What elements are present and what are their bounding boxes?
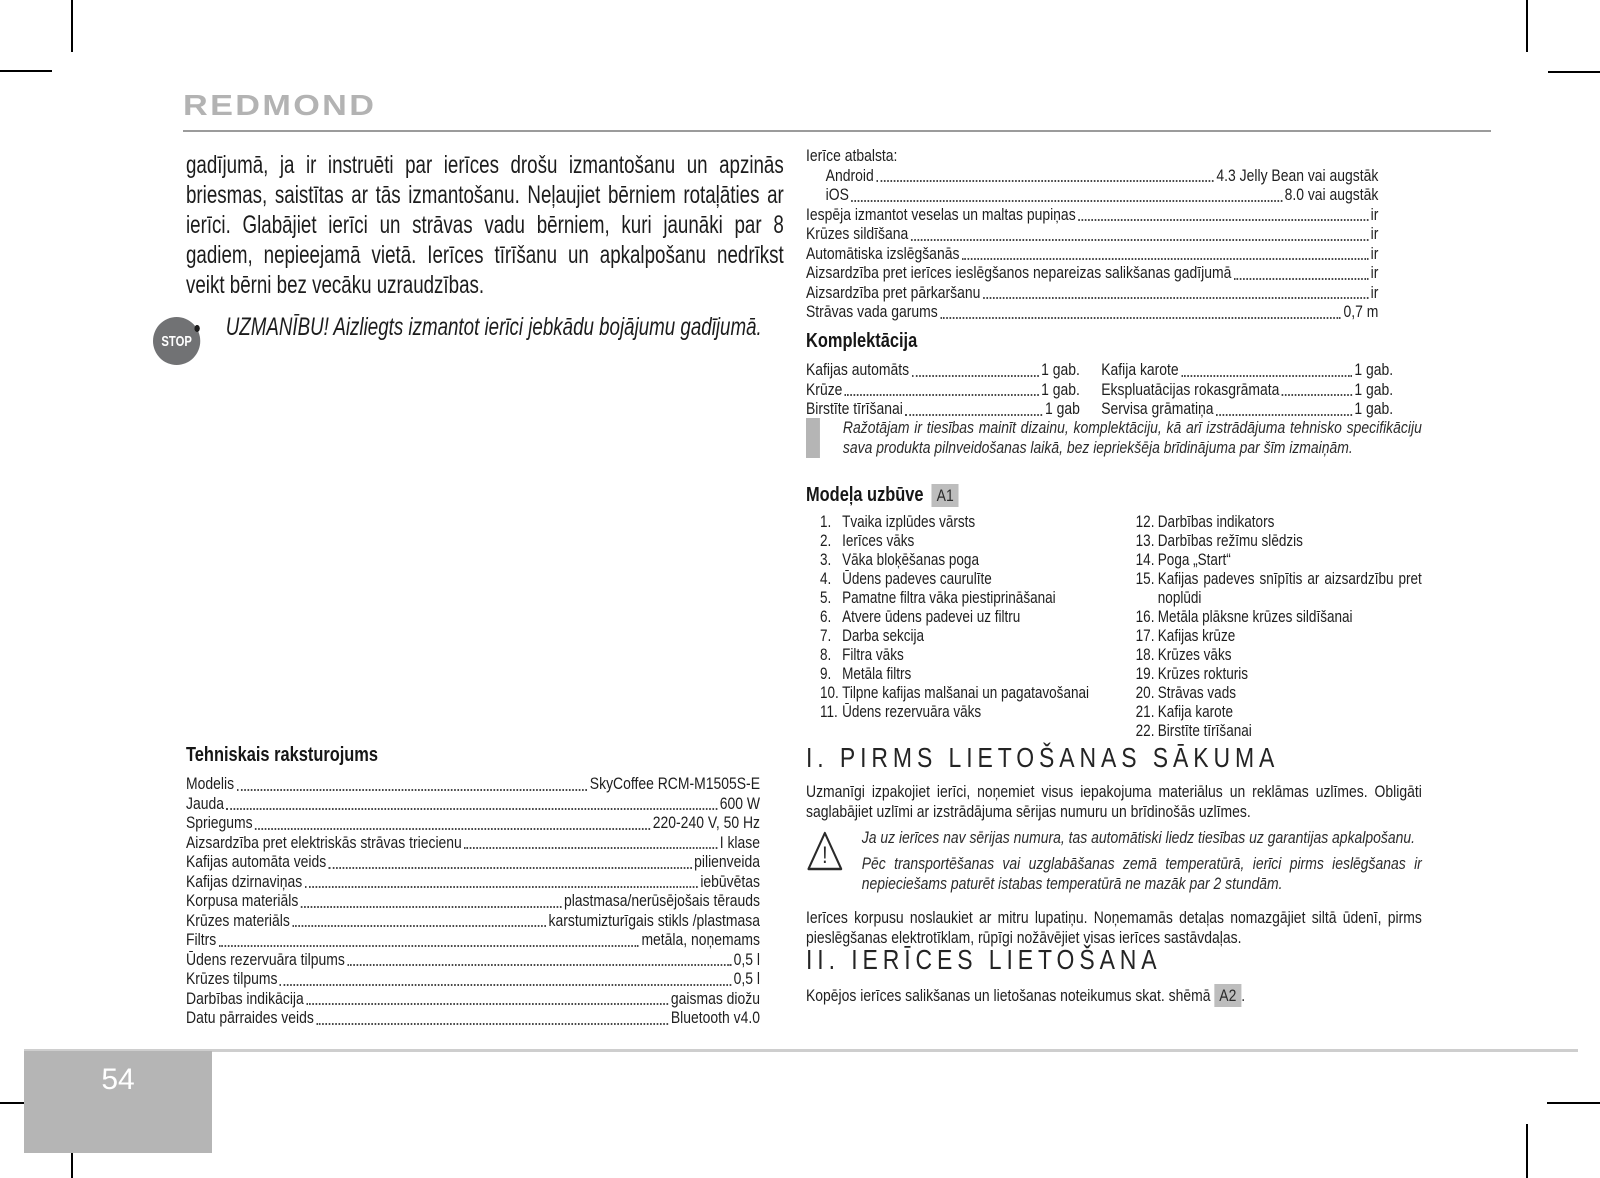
spec-value: Bluetooth v4.0 [670, 1008, 760, 1027]
model-part-number: 18. [1135, 646, 1155, 664]
model-part-item [1122, 551, 1422, 570]
package-row [806, 380, 1080, 400]
dot-leader [237, 789, 588, 791]
model-part-item [806, 627, 1122, 646]
tech-specs-title: Tehniskais raksturojums [186, 744, 379, 766]
spec-label: Filtrs [186, 930, 217, 949]
model-part-text: Tilpne kafijas malšanai un pagatavošanai [842, 684, 1090, 702]
warning-text [862, 828, 1422, 900]
dot-leader [219, 945, 639, 947]
dot-leader [912, 375, 1039, 377]
model-part-text: Filtra vāks [842, 646, 904, 664]
dot-leader [464, 847, 717, 849]
spec-label: Kafijas automāta veids [186, 852, 327, 871]
spec-value: iebūvētas [700, 871, 760, 891]
dot-leader [1078, 219, 1368, 221]
spec-row [186, 911, 760, 931]
model-parts-column-1 [806, 513, 1122, 741]
page-number: 54 [101, 1063, 135, 1096]
dot-leader [1181, 375, 1352, 377]
support-row [806, 166, 1378, 186]
model-part-item [806, 589, 1122, 608]
feature-label: Automātiska izslēgšanās [806, 243, 960, 263]
spec-row [186, 794, 760, 814]
dot-leader [845, 394, 1039, 396]
model-part-text: Metāla filtrs [842, 665, 912, 683]
manufacturer-note-text: Ražotājam ir tiesības mainīt dizainu, komplektāciju, kā arī izstrādājuma tehnisko specifikāciju sava produkta pilnveidošanas laikā, bez iepriekšēja brīdinājuma par šīm izmaiņām. [842, 418, 1422, 457]
dot-leader [851, 200, 1282, 202]
section2-title: II. IERĪCES LIETOŠANA [806, 944, 1162, 975]
package-column-2 [1101, 360, 1393, 419]
stop-icon-label: STOP [161, 332, 192, 350]
model-part-text: Kafijas krūze [1157, 627, 1236, 645]
model-part-item [806, 551, 1122, 570]
package-row [806, 360, 1080, 380]
spec-label: Modelis [186, 774, 235, 793]
support-label: Android [825, 165, 874, 185]
spec-value: 600 W [719, 793, 760, 813]
dot-leader [1282, 394, 1352, 396]
dot-leader [316, 1023, 668, 1025]
spec-label: Kafijas dzirnaviņas [186, 871, 303, 891]
feature-value: ir [1370, 263, 1379, 282]
model-part-text: Ierīces vāks [842, 532, 915, 550]
spec-label: Krūzes materiāls [186, 910, 290, 930]
package-column-1 [806, 360, 1080, 419]
model-part-number: 21. [1135, 703, 1155, 721]
spec-value: gaismas diožu [670, 988, 760, 1008]
model-part-item [806, 665, 1122, 684]
spec-value: 0,5 l [733, 949, 760, 969]
package-item: Kafija karote [1101, 360, 1179, 379]
package-qty: 1 gab. [1041, 379, 1080, 399]
section1-paragraph-2: Ierīces korpusu noslaukiet ar mitru lupatiņu. Noņemamās detaļas nomazgājiet siltā ūdenī, pirms pieslēgšanas elektrotīklam, rūpīgi nožāvējiet visas ierīces sastāvdaļas. [806, 908, 1422, 947]
dot-leader [255, 828, 650, 830]
spec-label: Darbības indikācija [186, 988, 304, 1008]
feature-row [806, 283, 1378, 303]
spec-label: Aizsardzība pret elektriskās strāvas triecienu [186, 832, 462, 852]
manufacturer-note [806, 418, 1422, 458]
feature-value: ir [1370, 243, 1379, 263]
spec-label: Jauda [186, 793, 224, 813]
model-part-item [1122, 513, 1422, 532]
model-part-number: 20. [1135, 684, 1155, 702]
feature-value: 0,7 m [1343, 302, 1379, 321]
feature-row [806, 244, 1378, 264]
model-part-item [806, 703, 1122, 722]
package-row [1101, 360, 1393, 380]
model-part-text: Pamatne filtra vāka piestiprināšanai [842, 589, 1056, 607]
model-part-number: 19. [1135, 665, 1155, 683]
model-part-number: 22. [1135, 722, 1155, 740]
safety-paragraph: gadījumā, ja ir instruēti par ierīces drošu izmantošanu un apzinās briesmas, saistītas ar tās izmantošanu. Neļaujiet bērniem rotaļāties ar ierīci. Glabājiet ierīci un strāvas vadu bērniem, kuri jaunāki par 8 gadiem, nepieejamā vietā. Ierīces tīrīšanu un apkalpošanu nedrīkst veikt bērni bez vecāku uzraudzības. [186, 151, 784, 299]
feature-row [806, 205, 1378, 225]
spec-value: 0,5 l [733, 969, 760, 988]
model-part-number: 6. [819, 608, 832, 626]
model-part-item [1122, 722, 1422, 741]
model-part-number: 15. [1135, 570, 1155, 588]
model-part-text: Ūdens rezervuāra vāks [842, 703, 982, 721]
spec-row [186, 813, 760, 833]
dot-leader [940, 317, 1341, 319]
spec-value: plastmasa/nerūsējošais tērauds [563, 891, 760, 910]
model-part-text: Atvere ūdens padevei uz filtru [842, 608, 1021, 626]
package-title: Komplektācija [806, 330, 918, 352]
model-part-item [1122, 665, 1422, 684]
model-part-item [1122, 627, 1422, 646]
model-part-number: 17. [1135, 627, 1155, 645]
note-bar [806, 418, 820, 458]
model-part-item [1122, 570, 1422, 608]
package-item: Krūze [806, 379, 843, 399]
dot-leader [911, 239, 1368, 241]
model-part-item [806, 513, 1122, 532]
model-part-number: 13. [1135, 532, 1155, 550]
dot-leader [305, 886, 698, 888]
model-part-number: 16. [1135, 608, 1155, 626]
spec-row [186, 950, 760, 970]
model-part-number: 2. [819, 532, 832, 550]
section2-suffix: . [1241, 986, 1246, 1005]
header-rule [183, 130, 1491, 132]
section2-paragraph [806, 984, 1422, 1007]
model-parts-list [806, 513, 1422, 741]
spec-label: Spriegums [186, 813, 253, 832]
package-qty: 1 gab [1044, 399, 1080, 418]
model-parts-column-2 [1122, 513, 1422, 741]
model-part-item [806, 570, 1122, 589]
supported-features-section [806, 146, 1378, 322]
warning-note [806, 828, 1422, 900]
spec-row [186, 989, 760, 1009]
feature-value: ir [1370, 282, 1379, 302]
model-part-item [1122, 684, 1422, 703]
model-part-text: Tvaika izplūdes vārsts [842, 513, 976, 531]
warning-icon [806, 830, 844, 872]
dot-leader [329, 867, 692, 869]
crop-mark [71, 0, 73, 52]
crop-mark [1547, 1102, 1600, 1104]
dot-leader [876, 180, 1214, 182]
feature-label: Iespēja izmantot veselas un maltas pupiņas [806, 204, 1076, 224]
spec-row [186, 969, 760, 989]
spec-label: Datu pārraides veids [186, 1008, 314, 1027]
dot-leader [292, 925, 546, 927]
model-part-text: Strāvas vads [1157, 684, 1236, 702]
feature-row [806, 224, 1378, 244]
model-part-text: Kafijas padeves snīpītis ar aizsardzību pret noplūdi [1157, 570, 1422, 607]
model-structure-title: Modeļa uzbūve [806, 484, 924, 506]
crop-mark [1548, 71, 1600, 73]
spec-value: SkyCoffee RCM-M1505S-E [589, 774, 760, 793]
dot-leader [983, 297, 1368, 299]
model-part-text: Krūzes vāks [1157, 646, 1232, 664]
model-part-item [1122, 532, 1422, 551]
dot-leader [905, 414, 1042, 416]
model-part-item [1122, 646, 1422, 665]
warning-glyph: ! [822, 841, 828, 869]
package-item: Ekspluatācijas rokasgrāmata [1101, 379, 1280, 399]
package-item: Birstīte tīrīšanai [806, 399, 903, 418]
package-row [806, 399, 1080, 419]
model-structure-header [806, 484, 1422, 507]
dot-leader [226, 808, 717, 810]
spec-row [186, 891, 760, 911]
support-label: iOS [825, 185, 849, 204]
package-row [1101, 399, 1393, 419]
model-part-text: Vāka bloķēšanas poga [842, 551, 979, 569]
brand-logo: REDMOND [183, 90, 377, 122]
model-part-item [806, 684, 1122, 703]
package-row [1101, 380, 1393, 400]
model-part-item [1122, 608, 1422, 627]
feature-label: Krūzes sildīšana [806, 224, 909, 243]
model-part-item [806, 646, 1122, 665]
model-part-number: 9. [819, 665, 832, 683]
spec-row [186, 872, 760, 892]
model-structure-section [806, 484, 1422, 741]
stop-warning-text: UZMANĪBU! Aizliegts izmantot ierīci jebkādu bojājumu gadījumā. [225, 313, 762, 341]
section-before-first-use [806, 742, 1422, 954]
page-number-box [24, 1051, 212, 1153]
model-part-number: 1. [819, 513, 832, 531]
feature-row [806, 263, 1378, 283]
package-qty: 1 gab. [1354, 379, 1394, 399]
crop-mark [1526, 0, 1528, 52]
support-row [806, 185, 1378, 205]
model-part-number: 8. [819, 646, 832, 664]
dot-leader [962, 258, 1368, 260]
section-device-use [806, 944, 1422, 1013]
package-item: Servisa grāmatiņa [1101, 399, 1214, 418]
model-part-text: Darbības indikators [1157, 513, 1275, 531]
dot-leader [347, 964, 731, 966]
spec-row [186, 852, 760, 872]
package-columns [806, 360, 1422, 419]
model-part-text: Kafija karote [1157, 703, 1233, 721]
model-part-text: Birstīte tīrīšanai [1157, 722, 1252, 740]
model-part-text: Darbības režīmu slēdzis [1157, 532, 1303, 550]
spec-label: Krūzes tilpums [186, 969, 278, 988]
model-part-number: 7. [819, 627, 832, 645]
spec-value: pilienveida [694, 852, 760, 871]
dot-leader [306, 1003, 668, 1005]
model-part-item [806, 608, 1122, 627]
model-part-text: Metāla plāksne krūzes sildīšanai [1157, 608, 1353, 626]
safety-section [161, 150, 784, 365]
spec-value: 220-240 V, 50 Hz [652, 813, 760, 832]
feature-value: ir [1370, 204, 1379, 224]
feature-label: Aizsardzība pret ierīces ieslēgšanos nepareizas salikšanas gadījumā [806, 263, 1232, 282]
model-part-number: 4. [819, 570, 832, 588]
model-part-number: 11. [819, 703, 838, 721]
dot-leader [280, 984, 731, 986]
ref-badge-a2: A2 [1214, 984, 1241, 1007]
support-value: 4.3 Jelly Bean vai augstāk [1216, 165, 1379, 185]
model-part-item [1122, 703, 1422, 722]
section2-text: Kopējos ierīces salikšanas un lietošanas noteikumus skat. shēmā [806, 986, 1211, 1005]
feature-value: ir [1370, 224, 1379, 243]
spec-value: I klase [719, 832, 760, 852]
crop-mark [0, 70, 52, 72]
package-qty: 1 gab. [1354, 399, 1394, 418]
stop-note [153, 312, 784, 365]
spec-row [186, 1008, 760, 1028]
spec-label: Ūdens rezervuāra tilpums [186, 949, 345, 969]
package-contents-section [806, 330, 1422, 419]
model-part-text: Ūdens padeves caurulīte [842, 570, 992, 588]
package-item: Kafijas automāts [806, 360, 910, 379]
model-part-text: Poga „Start“ [1157, 551, 1231, 569]
dot-leader [1234, 278, 1368, 280]
model-part-text: Krūzes rokturis [1157, 665, 1249, 683]
model-part-number: 10. [819, 684, 839, 702]
crop-mark [1526, 1124, 1528, 1178]
section1-paragraph: Uzmanīgi izpakojiet ierīci, noņemiet visus iepakojuma materiālus un reklāmas uzlīmes. Obligāti saglabājiet uzlīmi ar izstrādājuma sērijas numuru un brīdinošās uzlīmes. [806, 782, 1422, 821]
spec-value: metāla, noņemams [641, 930, 760, 949]
model-part-number: 12. [1135, 513, 1155, 531]
warning-line-2: Pēc transportēšanas vai uzglabāšanas zemā temperatūrā, ierīci pirms ieslēgšanas ir nepieciešams paturēt istabas temperatūrā ne mazāk par 2 stundām. [861, 854, 1422, 893]
feature-row [806, 302, 1378, 322]
spec-row [186, 833, 760, 853]
footer-rule [24, 1049, 1578, 1052]
supports-title: Ierīce atbalsta: [806, 146, 898, 165]
package-qty: 1 gab. [1354, 360, 1394, 379]
model-part-number: 3. [819, 551, 832, 569]
ref-badge-a1: A1 [932, 484, 959, 507]
warning-line-1: Ja uz ierīces nav sērijas numura, tas automātiski liedz tiesības uz garantijas apkalpošanu. [861, 828, 1415, 847]
spec-label: Korpusa materiāls [186, 891, 299, 910]
support-value: 8.0 vai augstāk [1284, 185, 1379, 204]
dot-leader [1216, 414, 1352, 416]
package-qty: 1 gab. [1041, 360, 1080, 379]
model-part-number: 5. [819, 589, 832, 607]
section1-title: I. PIRMS LIETOŠANAS SĀKUMA [806, 742, 1280, 773]
feature-label: Strāvas vada garums [806, 302, 938, 321]
spec-row [186, 930, 760, 950]
spec-row [186, 774, 760, 794]
model-part-text: Darba sekcija [842, 627, 925, 645]
tech-specs-section [186, 744, 760, 1028]
feature-label: Aizsardzība pret pārkaršanu [806, 282, 981, 302]
dot-leader [301, 906, 562, 908]
model-part-number: 14. [1135, 551, 1155, 569]
model-part-item [806, 532, 1122, 551]
spec-value: karstumizturīgais stikls /plastmasa [548, 910, 760, 930]
